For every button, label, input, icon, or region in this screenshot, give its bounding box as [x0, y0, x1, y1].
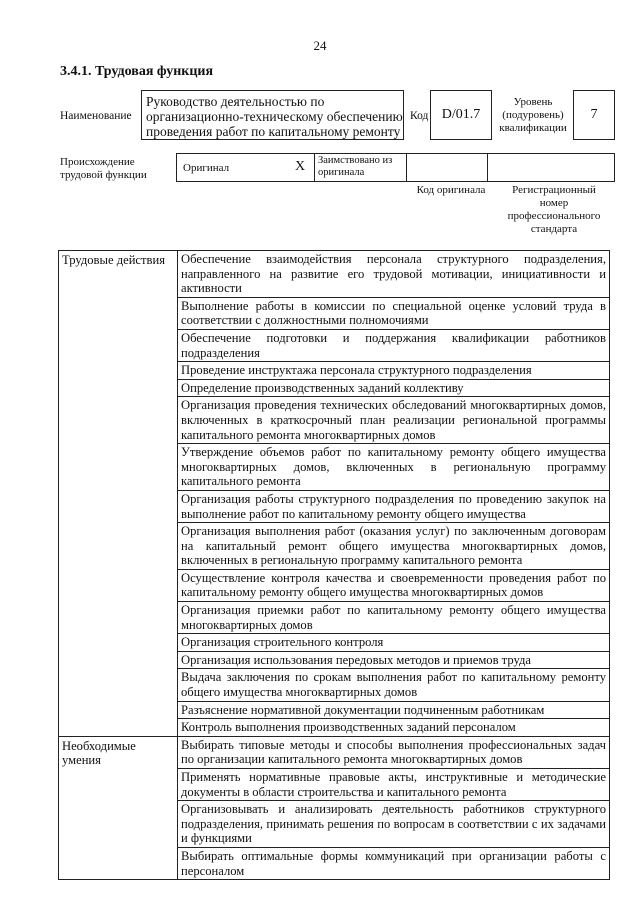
section-title: 3.4.1. Трудовая функция: [60, 64, 214, 79]
function-name-line-1: Руководство деятельностью по: [146, 94, 325, 109]
origin-table: [176, 153, 615, 182]
category-required-skills: Необходимые умения: [59, 736, 178, 879]
table-cell: Проведение инструктажа персонала структурного подразделения: [178, 362, 610, 380]
borrowed-label-line-1: Заимствовано из: [318, 155, 393, 166]
function-name-line-2: организационно-техническому обеспечению: [146, 109, 403, 124]
table-cell: Разъяснение нормативной документации подчиненным работникам: [178, 701, 610, 719]
reg-number-label: [494, 184, 614, 236]
name-label: Наименование: [60, 110, 132, 122]
origin-label-line-1: Происхождение: [60, 156, 135, 168]
origin-label-line-2: трудовой функции: [60, 169, 147, 181]
level-label-line-2: (подуровень): [502, 109, 564, 121]
level-label: [496, 96, 570, 135]
level-label-line-1: Уровень: [513, 96, 553, 108]
table-cell: Организовывать и анализировать деятельность работников структурного подразделения, принимать решения по вопросам в соответствии с их задачами и функциями: [178, 801, 610, 848]
table-cell: Организация использования передовых методов и приемов труда: [178, 651, 610, 669]
reg-number-line-4: стандарта: [530, 223, 578, 235]
table-cell: Определение производственных заданий коллективу: [178, 379, 610, 397]
function-name-box: [141, 90, 404, 140]
table-cell: Выдача заключения по срокам выполнения работ по капитальному ремонту общего имущества многоквартирных домов: [178, 669, 610, 701]
reg-number-line-1: Регистрационный: [512, 184, 596, 196]
table-cell: Организация проведения технических обследований многоквартирных домов, включенных в краткосрочный план реализации региональной программы капитального ремонта многоквартирных домов: [178, 397, 610, 444]
table-cell: Организация работы структурного подразделения по проведению закупок на выполнение работ по капитальному ремонту общего имущества: [178, 490, 610, 522]
borrowed-label-line-2: оригинала: [318, 167, 365, 178]
code-original-label: Код оригинала: [416, 184, 486, 196]
table-cell: Организация выполнения работ (оказания услуг) по заключенным договорам на капитальный ремонт общего имущества многоквартирных домов, включенных в региональную программу капитального ремонта: [178, 523, 610, 570]
table-row: [59, 251, 610, 298]
table-cell: Организация приемки работ по капитальному ремонту общего имущества многоквартирных домов: [178, 602, 610, 634]
function-name-line-3: проведения работ по капитальному ремонту: [146, 124, 401, 139]
origin-label: [60, 156, 147, 182]
table-cell: Выполнение работы в комиссии по специальной оценке условий труда в соответствии с должностными полномочиями: [178, 297, 610, 329]
table-cell: Выбирать типовые методы и способы выполнения профессиональных задач по организации капитального ремонта многоквартирных домов: [178, 736, 610, 768]
table-cell: Утверждение объемов работ по капитальному ремонту общего имущества многоквартирных домов, включенных в региональную программу капитального ремонта: [178, 444, 610, 491]
function-table: [58, 250, 610, 880]
table-cell: Осуществление контроля качества и своевременности проведения работ по капитальному ремонту общего имущества многоквартирных домов: [178, 569, 610, 601]
code-value: D/01.7: [430, 90, 492, 140]
table-cell: Выбирать оптимальные формы коммуникаций при организации работы с персоналом: [178, 847, 610, 879]
original-label: Оригинал: [183, 162, 230, 174]
page-number: 24: [313, 38, 327, 53]
original-cell: [177, 154, 315, 181]
code-original-cell: [407, 154, 488, 181]
category-labor-actions: Трудовые действия: [59, 251, 178, 737]
table-cell: Применять нормативные правовые акты, инструктивные и методические документы в области строительства и капитального ремонта: [178, 769, 610, 801]
code-label: Код: [410, 110, 429, 122]
table-row: [59, 736, 610, 768]
reg-number-line-2: номер: [539, 197, 569, 209]
table-cell: Организация строительного контроля: [178, 634, 610, 652]
table-cell: Обеспечение взаимодействия персонала структурного подразделения, направленного на развитие его трудовой мотивации, инициативности и активности: [178, 251, 610, 298]
reg-number-cell: [488, 154, 614, 181]
reg-number-line-3: профессионального: [507, 210, 601, 222]
table-cell: Контроль выполнения производственных заданий персоналом: [178, 719, 610, 737]
level-label-line-3: квалификации: [499, 122, 567, 134]
original-mark: X: [295, 159, 306, 174]
level-value: 7: [573, 90, 615, 140]
borrowed-label: [318, 155, 392, 179]
borrowed-cell: [315, 154, 407, 181]
table-cell: Обеспечение подготовки и поддержания квалификации работников подразделения: [178, 329, 610, 361]
